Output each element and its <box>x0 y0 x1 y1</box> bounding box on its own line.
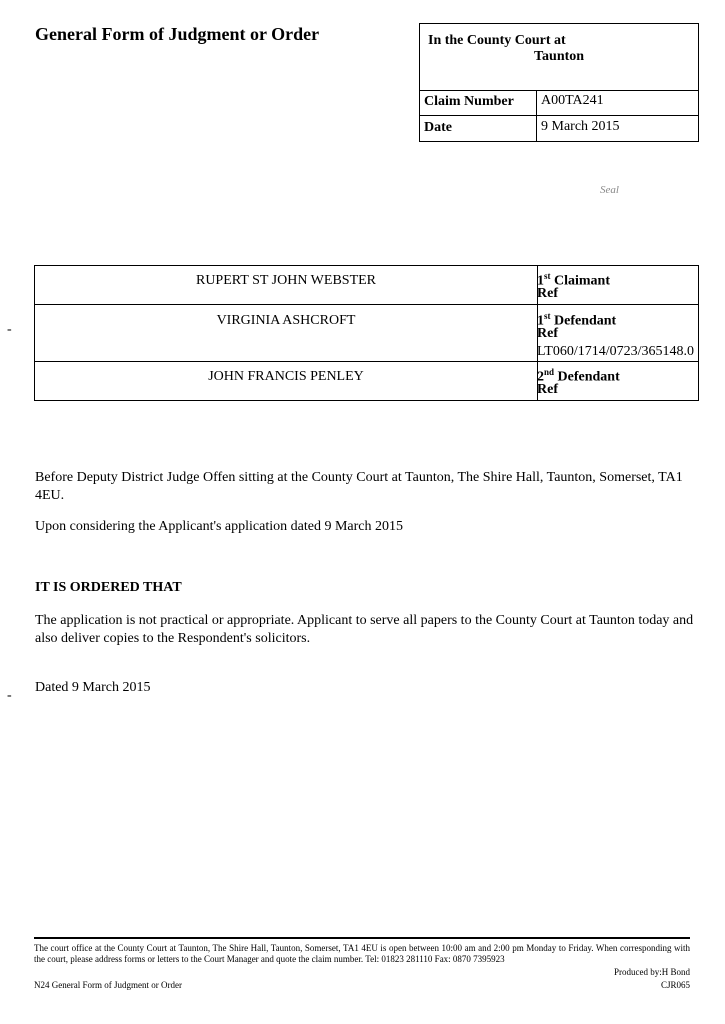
margin-mark: - <box>7 322 12 337</box>
party-name: JOHN FRANCIS PENLEY <box>208 369 364 384</box>
dated-line: Dated 9 March 2015 <box>35 680 151 695</box>
upon-paragraph: Upon considering the Applicant's application dated 9 March 2015 <box>35 519 403 534</box>
margin-mark: - <box>7 688 12 703</box>
party-name: RUPERT ST JOHN WEBSTER <box>195 273 377 288</box>
party-ref-label: Ref <box>537 286 558 301</box>
claim-number-value: A00TA241 <box>541 93 604 108</box>
court-label: In the County Court at <box>428 33 566 48</box>
court-name: Taunton <box>534 49 585 64</box>
party-name: VIRGINIA ASHCROFT <box>216 313 356 328</box>
party-ref-label: Ref <box>537 326 558 341</box>
party-role: 1st Defendant <box>537 311 617 329</box>
court-header <box>419 23 699 91</box>
form-name: N24 General Form of Judgment or Order <box>34 980 182 990</box>
party-row <box>35 266 698 305</box>
party-row <box>35 362 698 400</box>
before-paragraph: Before Deputy District Judge Offen sitting at the County Court at Taunton, The Shire Hall, Taunton, Somerset, TA1 4EU. <box>35 470 683 503</box>
date-row <box>419 116 699 142</box>
claim-number-label: Claim Number <box>424 94 514 109</box>
court-info-box <box>419 23 699 142</box>
ordered-heading: IT IS ORDERED THAT <box>35 580 182 595</box>
date-label: Date <box>424 120 452 135</box>
party-row <box>35 305 698 362</box>
claim-number-row <box>419 90 699 116</box>
court-office-notice: The court office at the County Court at Taunton, The Shire Hall, Taunton, Somerset, TA1 4EU is open between 10:00 am and 2:00 pm Monday to Friday. When corresponding with the court, please address forms or letters to the Court Manager and quote the claim number. Tel: 01823 281110 Fax: 0870 7395923 <box>34 943 690 964</box>
order-paragraph: The application is not practical or appropriate. Applicant to serve all papers to the County Court at Taunton today and also deliver copies to the Respondent's solicitors. <box>35 613 694 646</box>
parties-table <box>34 265 699 401</box>
document-title: General Form of Judgment or Order <box>35 24 320 44</box>
form-code: CJR065 <box>660 980 690 990</box>
party-role: 2nd Defendant <box>537 367 620 385</box>
footer-divider <box>34 937 690 939</box>
party-ref-label: Ref <box>537 382 558 397</box>
date-value: 9 March 2015 <box>541 119 620 134</box>
party-role: 1st Claimant <box>537 271 610 289</box>
party-ref-value: LT060/1714/0723/365148.0 <box>537 344 694 359</box>
seal-placeholder: Seal <box>600 184 619 196</box>
produced-by: Produced by:H Bond <box>614 967 690 977</box>
